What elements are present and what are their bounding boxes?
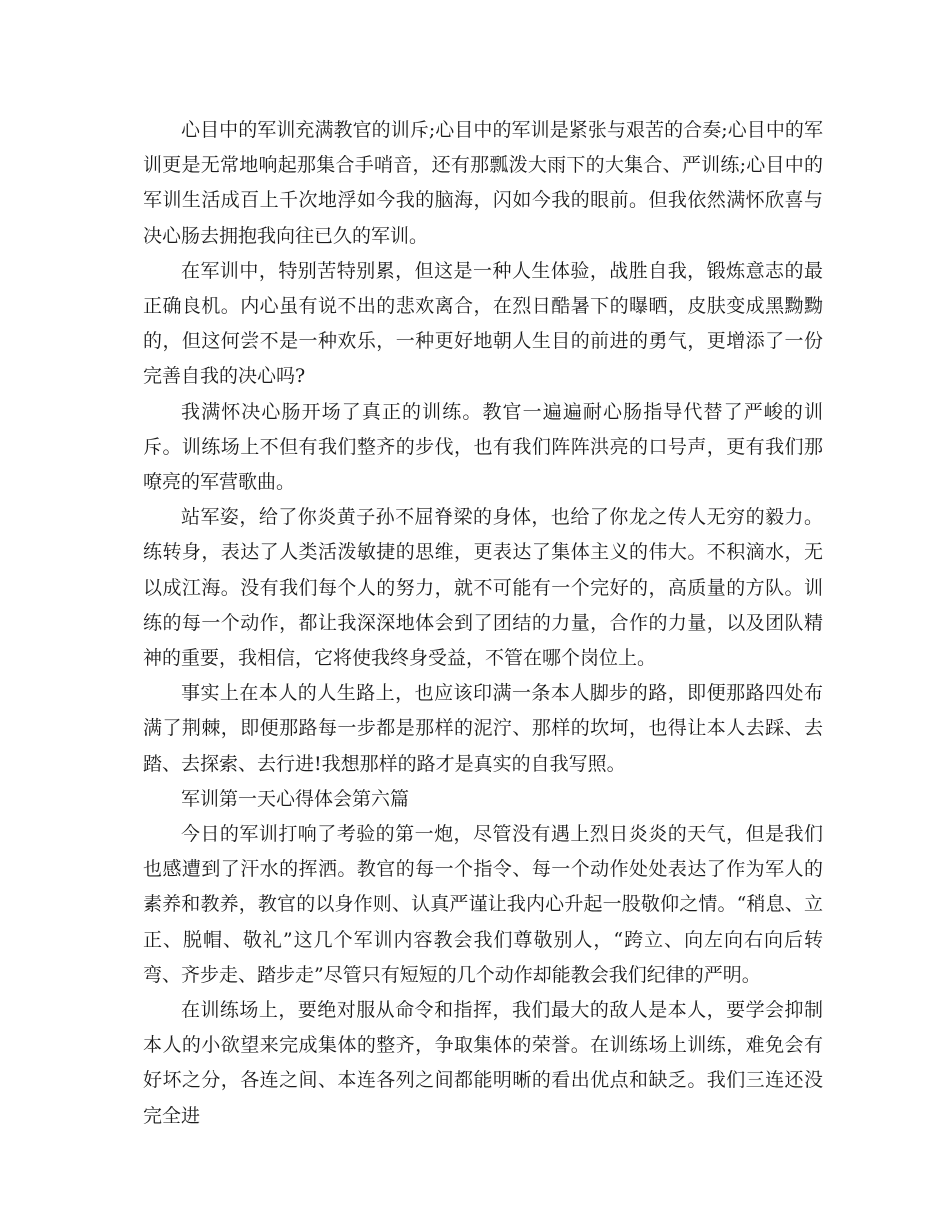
paragraph: 在军训中，特别苦特别累，但这是一种人生体验，战胜自我，锻炼意志的最正确良机。内心虽有说不出的悲欢离合，在烈日酷暑下的曝晒，皮肤变成黑黝黝的，但这何尝不是一种欢乐，一种更好地朝人生目的前进的勇气，更增添了一份完善自我的决心吗? [143, 259, 823, 388]
paragraph: 站军姿，给了你炎黄子孙不屈脊梁的身体，也给了你龙之传人无穷的毅力。练转身，表达了人类活泼敏捷的思维，更表达了集体主义的伟大。不积滴水，无以成江海。没有我们每个人的努力，就不可能有一个完好的，高质量的方队。训练的每一个动作，都让我深深地体会到了团结的力量，合作的力量，以及团队精神的重要，我相信，它将使我终身受益，不管在哪个岗位上。 [143, 506, 823, 670]
document-body [143, 113, 823, 1134]
paragraph: 今日的军训打响了考验的第一炮，尽管没有遇上烈日炎炎的天气，但是我们也感遭到了汗水的挥洒。教官的每一个指令、每一个动作处处表达了作为军人的素养和教养，教官的以身作则、认真严谨让我内心升起一股敬仰之情。“稍息、立正、脱帽、敬礼”这几个军训内容教会我们尊敬别人，“跨立、向左向右向后转弯、齐步走、踏步走”尽管只有短短的几个动作却能教会我们纪律的严明。 [143, 823, 823, 986]
paragraph: 事实上在本人的人生路上，也应该印满一条本人脚步的路，即便那路四处布满了荆棘，即便那路每一步都是那样的泥泞、那样的坎坷，也得让本人去踩、去踏、去探索、去行进!我想那样的路才是真实的自我写照。 [143, 682, 823, 775]
paragraph: 我满怀决心肠开场了真正的训练。教官一遍遍耐心肠指导代替了严峻的训斥。训练场上不但有我们整齐的步伐，也有我们阵阵洪亮的口号声，更有我们那嘹亮的军营歌曲。 [143, 400, 823, 494]
section-title: 军训第一天心得体会第六篇 [181, 787, 410, 810]
paragraph: 在训练场上，要绝对服从命令和指挥，我们最大的敌人是本人，要学会抑制本人的小欲望来完成集体的整齐，争取集体的荣誉。在训练场上训练，难免会有好坏之分，各连之间、本连各列之间都能明晰的看出优点和缺乏。我们三连还没完全进 [143, 999, 823, 1127]
paragraph: 心目中的军训充满教官的训斥;心目中的军训是紧张与艰苦的合奏;心目中的军训更是无常地响起那集合手哨音，还有那瓢泼大雨下的大集合、严训练;心目中的军训生活成百上千次地浮如今我的脑海，闪如今我的眼前。但我依然满怀欣喜与决心肠去拥抱我向往已久的军训。 [143, 119, 823, 247]
